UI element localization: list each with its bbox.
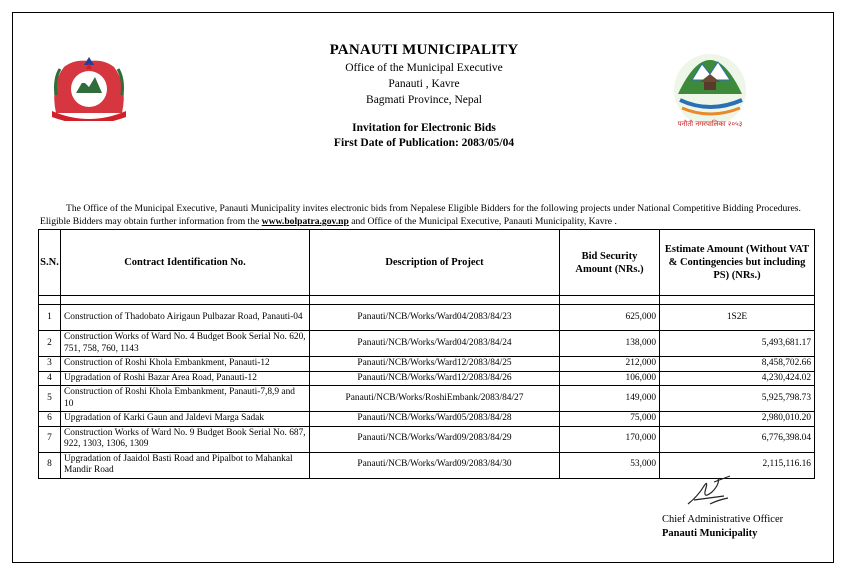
cell-description: Panauti/NCB/Works/Ward09/2083/84/29 [310, 426, 560, 452]
signature-icon [684, 474, 736, 510]
cell-contract: Upgradation of Karki Gaun and Jaldevi Marga Sadak [61, 412, 310, 427]
cell-bid-security: 106,000 [560, 371, 660, 386]
header-sn: S.N. [39, 230, 61, 296]
cell-sn: 3 [39, 357, 61, 372]
cell-description: Panauti/NCB/Works/Ward04/2083/84/24 [310, 331, 560, 357]
office-province: Bagmati Province, Nepal [366, 94, 482, 106]
intro-text-2: and Office of the Municipal Executive, Panauti Municipality, Kavre . [348, 216, 617, 227]
cell-contract: Construction Works of Ward No. 4 Budget Book Serial No. 620, 751, 758, 760, 1143 [61, 331, 310, 357]
cell-estimate: 5,493,681.17 [660, 331, 815, 357]
cell-description: Panauti/NCB/Works/Ward05/2083/84/28 [310, 412, 560, 427]
cell-contract: Construction of Roshi Khola Embankment, Panauti-12 [61, 357, 310, 372]
notice-title: Invitation for Electronic Bids [352, 122, 496, 134]
bids-table [38, 229, 815, 479]
cell-description: Panauti/NCB/Works/Ward04/2083/84/23 [310, 305, 560, 331]
cell-contract: Construction of Thadobato Airigaun Pulbazar Road, Panauti-04 [61, 305, 310, 331]
cell-contract: Upgradation of Jaaidol Basti Road and Pipalbot to Mahankal Mandir Road [61, 452, 310, 478]
cell-estimate: 6,776,398.04 [660, 426, 815, 452]
office-name: Office of the Municipal Executive [345, 62, 503, 74]
table-row [39, 412, 815, 427]
cell-bid-security: 170,000 [560, 426, 660, 452]
municipality-logo-text: पनौती नगरपालिका २०५३ [677, 120, 743, 128]
cell-estimate: 1S2E [660, 305, 815, 331]
cell-bid-security: 625,000 [560, 305, 660, 331]
cell-sn: 8 [39, 452, 61, 478]
table-row [39, 305, 815, 331]
cell-sn: 7 [39, 426, 61, 452]
cell-description: Panauti/NCB/Works/RoshiEmbank/2083/84/27 [310, 386, 560, 412]
cell-estimate: 4,230,424.02 [660, 371, 815, 386]
cell-bid-security: 53,000 [560, 452, 660, 478]
header-estimate: Estimate Amount (Without VAT & Contingencies but including PS) (NRs.) [660, 230, 815, 296]
table-spacer-row [39, 296, 815, 305]
cell-contract: Construction Works of Ward No. 9 Budget Book Serial No. 687, 922, 1303, 1306, 1309 [61, 426, 310, 452]
header-bid-security: Bid Security Amount (NRs.) [560, 230, 660, 296]
page-title: PANAUTI MUNICIPALITY [329, 42, 519, 58]
bolpatra-link[interactable]: www.bolpatra.gov.np [261, 216, 349, 227]
cell-contract: Construction of Roshi Khola Embankment, Panauti-7,8,9 and 10 [61, 386, 310, 412]
cell-description: Panauti/NCB/Works/Ward12/2083/84/26 [310, 371, 560, 386]
table-row [39, 426, 815, 452]
cell-sn: 4 [39, 371, 61, 386]
cell-estimate: 8,458,702.66 [660, 357, 815, 372]
table-row [39, 386, 815, 412]
intro-text-1: The Office of the Municipal Executive, Panauti Municipality invites electronic bids from Nepalese Eligible Bidders for the following projects under National Competitive Bidding Procedures. Eligible Bidders may obtain further information from the [40, 203, 801, 227]
header-description: Description of Project [310, 230, 560, 296]
intro-paragraph [40, 202, 810, 228]
cell-bid-security: 149,000 [560, 386, 660, 412]
header-contract: Contract Identification No. [61, 230, 310, 296]
cell-description: Panauti/NCB/Works/Ward12/2083/84/25 [310, 357, 560, 372]
cell-estimate: 2,980,010.20 [660, 412, 815, 427]
office-location: Panauti , Kavre [388, 78, 460, 90]
publication-date: First Date of Publication: 2083/05/04 [333, 137, 515, 149]
cell-bid-security: 138,000 [560, 331, 660, 357]
cell-sn: 6 [39, 412, 61, 427]
signatory-title: Chief Administrative Officer [662, 514, 784, 525]
table-row [39, 357, 815, 372]
cell-description: Panauti/NCB/Works/Ward09/2083/84/30 [310, 452, 560, 478]
cell-estimate: 2,115,116.16 [660, 452, 815, 478]
table-header-row [39, 230, 815, 296]
table-row [39, 371, 815, 386]
cell-sn: 5 [39, 386, 61, 412]
cell-contract: Upgradation of Roshi Bazar Area Road, Panauti-12 [61, 371, 310, 386]
table-row [39, 331, 815, 357]
cell-estimate: 5,925,798.73 [660, 386, 815, 412]
cell-sn: 1 [39, 305, 61, 331]
cell-sn: 2 [39, 331, 61, 357]
cell-bid-security: 212,000 [560, 357, 660, 372]
cell-bid-security: 75,000 [560, 412, 660, 427]
signatory-organization: Panauti Municipality [662, 528, 758, 539]
